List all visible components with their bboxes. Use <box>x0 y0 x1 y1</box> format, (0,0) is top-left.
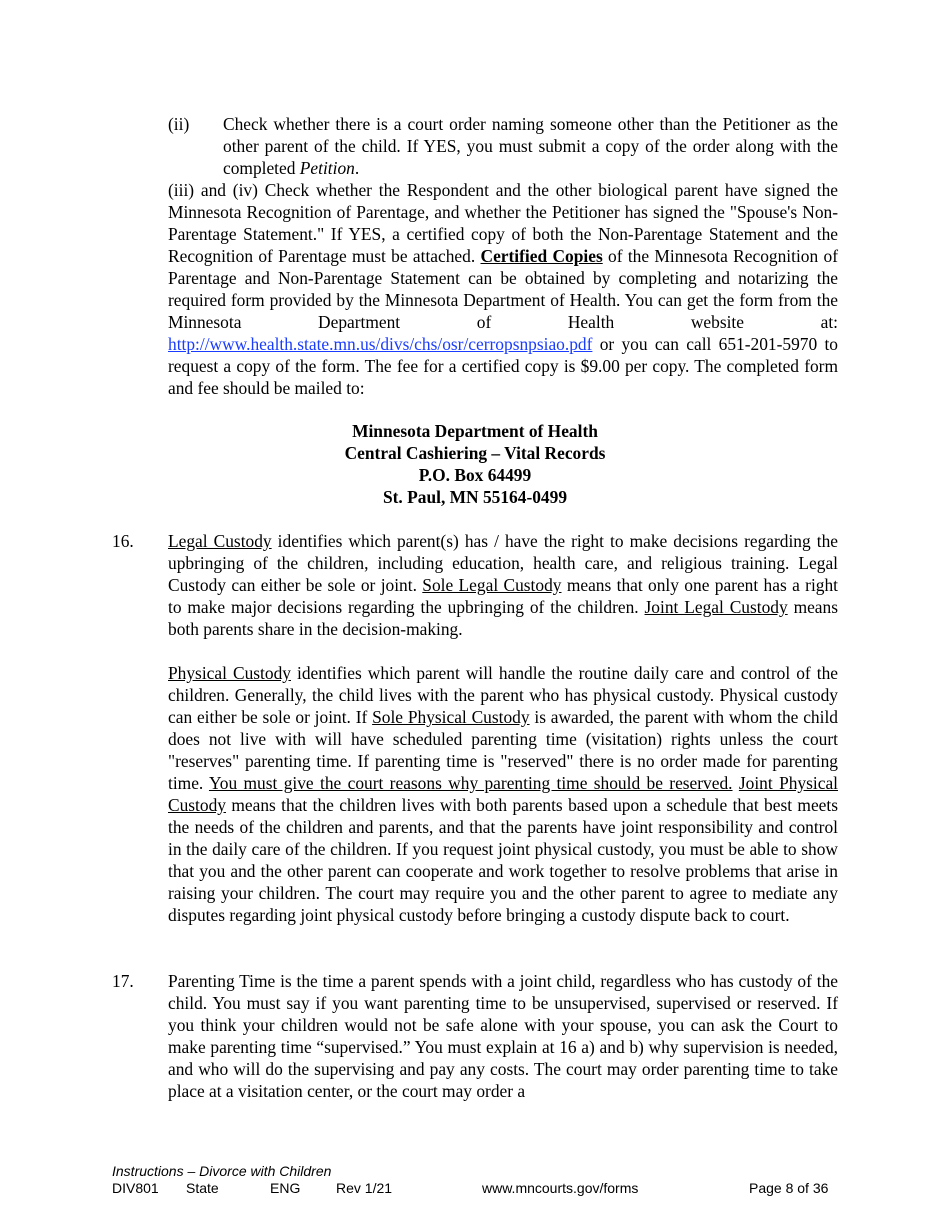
item-ii-petition-italic: Petition <box>299 158 355 178</box>
address-line-3: P.O. Box 64499 <box>418 465 532 485</box>
footer-jurisdiction: State <box>186 1180 219 1196</box>
item-iii-iv-paragraph <box>168 179 838 399</box>
item-16-paragraph-1 <box>168 530 838 640</box>
physical-custody-term: Physical Custody <box>168 663 291 683</box>
footer-meta-row <box>112 1180 842 1197</box>
address-line-4: St. Paul, MN 55164-0499 <box>382 487 568 507</box>
item-iii-iv-text-1: (iii) and (iv) Check whether the Respondent and the other biological parent have signed the Minnesota Recognition of Parentage, and whether the Petitioner has signed the "Spouse's Non-Parentage Statement." If YES, a certified copy of both the Non-Parentage Statement and the Recognition of Parentage must be attached. <box>168 180 838 266</box>
footer-revision: Rev 1/21 <box>336 1180 393 1196</box>
page-footer <box>112 1163 842 1197</box>
item-17-paragraph <box>168 970 838 1102</box>
legal-custody-term: Legal Custody <box>168 531 272 551</box>
item-ii-text-end: . <box>354 158 360 178</box>
item-16-p2-text-1: identifies which parent will handle the routine daily care and control of the children. Generally, the child lives with the parent who has physical custody. Physical custody can either be sole or joint. If <box>168 663 839 727</box>
joint-physical-custody-term: Joint Physical Custody <box>168 773 838 815</box>
address-line-2: Central Cashiering – Vital Records <box>344 443 606 463</box>
item-17-text: Parenting Time is the time a parent spends with a joint child, regardless who has custody of the child. You must say if you want parenting time to be unsupervised, supervised or reserved. If you think your children would not be safe alone with your spouse, you can ask the Court to make parenting time “supervised.” You must explain at 16 a) and b) why supervision is needed, and who will do the supervising and pay any costs. The court may order parenting time to take place at a visitation center, or the court may order a <box>168 971 838 1101</box>
item-16-paragraph-2 <box>168 662 838 926</box>
item-16-p2-text-2: is awarded, the parent with whom the child does not live with will have scheduled parenting time (visitation) rights unless the court "reserves" parenting time. If parenting time is "reserved" there is no order made for parenting time. <box>168 707 838 793</box>
address-line-1: Minnesota Department of Health <box>352 421 598 441</box>
item-16-number: 16. <box>112 531 134 551</box>
footer-language: ENG <box>270 1180 301 1196</box>
footer-website: www.mncourts.gov/forms <box>482 1180 639 1196</box>
item-17-number: 17. <box>112 971 134 991</box>
item-ii-paragraph <box>223 113 838 179</box>
item-16-p2-text-4: means that the children lives with both parents based upon a schedule that best meets the needs of the children and parents, and that the parents have joint responsibility and control in the daily care of the children. If you request joint physical custody, you must be able to show that you and the other parent can cooperate and work together to resolve problems that arise in raising your children. The court may require you and the other parent to agree to mediate any disputes regarding joint physical custody before bringing a custody dispute back to court. <box>168 795 838 925</box>
item-16-p1-text-1: identifies which parent(s) has / have the right to make decisions regarding the upbringing of the children, including education, health care, and religious training. Legal Custody can either be sole or joint. <box>168 531 838 595</box>
item-iii-iv-text-2: of the Minnesota Recognition of Parentage and Non-Parentage Statement can be obtained by completing and notarizing the required form provided by the Minnesota Department of Health. You can get the form from the Minnesota Department of Health website at: <box>168 246 838 332</box>
item-16-p1-text-3: means both parents share in the decision-making. <box>168 597 838 639</box>
certified-copies-heading: Certified Copies <box>480 246 603 266</box>
footer-page-number: Page 8 of 36 <box>749 1180 829 1196</box>
mailing-address-block <box>168 420 782 508</box>
joint-legal-custody-term: Joint Legal Custody <box>644 597 788 617</box>
health-department-form-link[interactable]: http://www.health.state.mn.us/divs/chs/osr/cerropsnpsiao.pdf <box>168 334 593 354</box>
item-16-p1-text-2: means that only one parent has a right to make major decisions regarding the upbringing of the children. <box>168 575 838 617</box>
reserved-reason-notice: You must give the court reasons why parenting time should be reserved. <box>208 773 733 793</box>
sole-legal-custody-term: Sole Legal Custody <box>422 575 562 595</box>
item-ii-marker: (ii) <box>168 114 190 134</box>
sole-physical-custody-term: Sole Physical Custody <box>372 707 530 727</box>
footer-form-id: DIV801 <box>112 1180 159 1196</box>
footer-title: Instructions – Divorce with Children <box>112 1163 332 1179</box>
item-iii-iv-text-3: or you can call 651-201-5970 to request a copy of the form. The fee for a certified copy is $9.00 per copy. The completed form and fee should be mailed to: <box>168 334 838 398</box>
item-ii-text: Check whether there is a court order naming someone other than the Petitioner as the other parent of the child. If YES, you must submit a copy of the order along with the completed <box>223 114 838 178</box>
